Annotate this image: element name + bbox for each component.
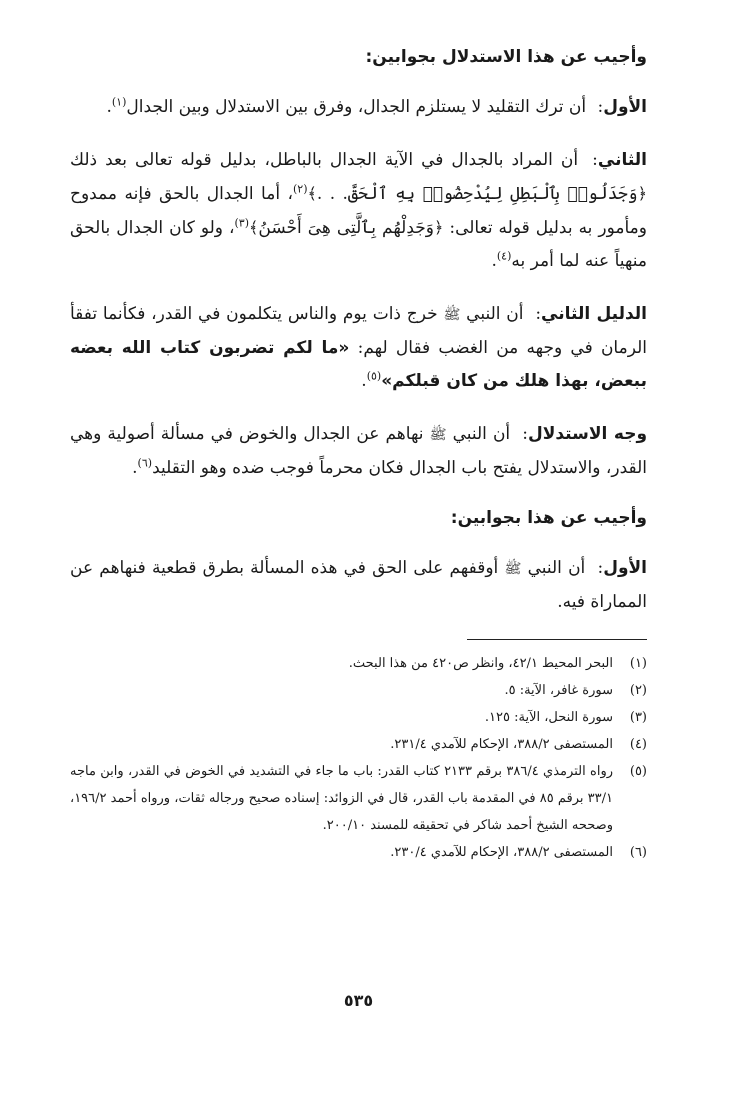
footnote-ref-4[interactable]: (٤) (496, 249, 512, 263)
footnote-text: المستصفى ٣٨٨/٢، الإحكام للآمدي ٢٣١/٤. (390, 737, 613, 753)
footnote (70, 731, 647, 758)
section-heading-2: وأجيب عن هذا بجوابين: (450, 508, 647, 529)
footnote-ref-1[interactable]: (١) (111, 95, 127, 109)
footnote (70, 704, 647, 731)
page-body (70, 44, 647, 866)
quran-close-bracket: ﴾ (249, 218, 259, 238)
paragraph-second-evidence (70, 298, 647, 398)
quran-open-bracket: ﴿ (433, 218, 444, 238)
text: أن المراد بالجدال في الآية الجدال بالباطل، بدليل قوله تعالى بعد ذلك (70, 150, 579, 171)
period: . (491, 251, 497, 272)
lead-colon: : (522, 424, 528, 445)
quran-verse-2: وَجَدِلْهُم بِٱلَّتِى هِىَ أَحْسَنُ (258, 218, 434, 239)
page-number: ٥٣٥ (343, 991, 374, 1010)
paragraph-answer-first (70, 552, 647, 619)
section-heading-1: وأجيب عن هذا الاستدلال بجوابين: (365, 47, 647, 67)
footnote-ref-3[interactable]: (٣) (234, 216, 250, 230)
footnote-text: سورة النحل، الآية: ١٢٥. (484, 710, 613, 726)
period: . (361, 371, 367, 392)
quran-open-bracket: ﴿ (637, 184, 647, 204)
text: أن النبي (452, 424, 511, 445)
text: ، أما الجدال بالحق فإنه ممدوح ومأمور به بدليل قوله تعالى: (70, 184, 647, 239)
footnote-text: رواه الترمذي ٣٨٦/٤ برقم ٢١٣٣ كتاب القدر: باب ما جاء في التشديد في الخوض في القدر، وابن ماجه ٣٣/١ برقم ٨٥ في المقدمة باب القدر، قال في الزوائد: إسناده صحيح ورجاله ثقات، ورواه أحمد ١٩٦/٢، وصححه الشيخ أحمد شاكر في تحقيقه للمسند ٢٠٠/١٠. (70, 764, 614, 834)
quran-close-bracket: ﴾ (307, 184, 317, 204)
quran-verse-1: وَجَدَلُوا۟ بِٱلْبَطِلِ لِيُدْحِضُوا۟ بِهِ ٱلْحَقَّ. . . (316, 184, 638, 205)
text: أن ترك التقليد لا يستلزم الجدال، وفرق بين الاستدلال وبين الجدال (126, 97, 587, 118)
paragraph-inference (70, 418, 647, 485)
salawat-symbol: ﷺ (504, 561, 522, 578)
footnote-text: المستصفى ٣٨٨/٢، الإحكام للآمدي ٢٣٠/٤. (390, 845, 613, 861)
period: . (132, 458, 138, 479)
text: ، ولو كان الجدال بالحق منهياً عنه لما أمر به (70, 218, 647, 272)
footnote-number: (٥) (629, 764, 647, 780)
lead-inference: وجه الاستدلال (527, 424, 648, 445)
salawat-symbol: ﷺ (443, 307, 461, 324)
lead-first: الأول (603, 558, 648, 579)
text: أن النبي (527, 558, 586, 579)
lead-colon: : (597, 97, 604, 118)
footnote-ref-2[interactable]: (٢) (292, 182, 308, 196)
lead-colon: : (592, 150, 598, 171)
lead-first: الأول (603, 97, 647, 118)
salawat-symbol: ﷺ (429, 427, 447, 444)
footnote-number: (٦) (629, 845, 647, 861)
footnote-text: سورة غافر، الآية: ٥. (504, 683, 613, 699)
lead-second: الثاني (597, 150, 648, 171)
footnote-number: (٤) (629, 737, 647, 753)
footnotes-list (70, 650, 647, 866)
footnote-divider (467, 639, 647, 640)
lead-colon: : (597, 558, 604, 579)
footnote (70, 650, 647, 677)
footnote-text: البحر المحيط ٤٢/١، وانظر ص٤٢٠ من هذا البحث. (348, 656, 613, 672)
text: خرج ذات يوم والناس يتكلمون في القدر، فكأنما تفقأ الرمان في وجهه من الغضب فقال لهم: (70, 304, 648, 359)
text: أن النبي (466, 304, 524, 325)
footnote-number: (٣) (629, 710, 647, 726)
period: . (106, 97, 112, 118)
hadith-quote: «ما لكم تضربون كتاب الله بعضه ببعض، بهذا هلك من كان قبلكم» (70, 338, 647, 392)
text: نهاهم عن الجدال والخوض في مسألة أصولية وهي القدر، والاستدلال يفتح باب الجدال فكان محرماً فوجب ضده وهو التقليد (70, 424, 647, 479)
paragraph-second-answer (70, 144, 647, 278)
footnote-number: (٢) (629, 683, 647, 699)
footnote-ref-6[interactable]: (٦) (137, 456, 153, 470)
footnote-number: (١) (629, 656, 647, 672)
footnote (70, 677, 647, 704)
text: أوقفهم على الحق في هذه المسألة بطرق قطعية فنهاهم عن المماراة فيه. (70, 558, 647, 613)
footnote (70, 839, 647, 866)
paragraph-first-answer (70, 91, 647, 124)
lead-second-evidence: الدليل الثاني (541, 304, 647, 325)
footnote (70, 758, 647, 839)
lead-colon: : (535, 304, 542, 325)
footnote-ref-5[interactable]: (٥) (366, 369, 382, 383)
